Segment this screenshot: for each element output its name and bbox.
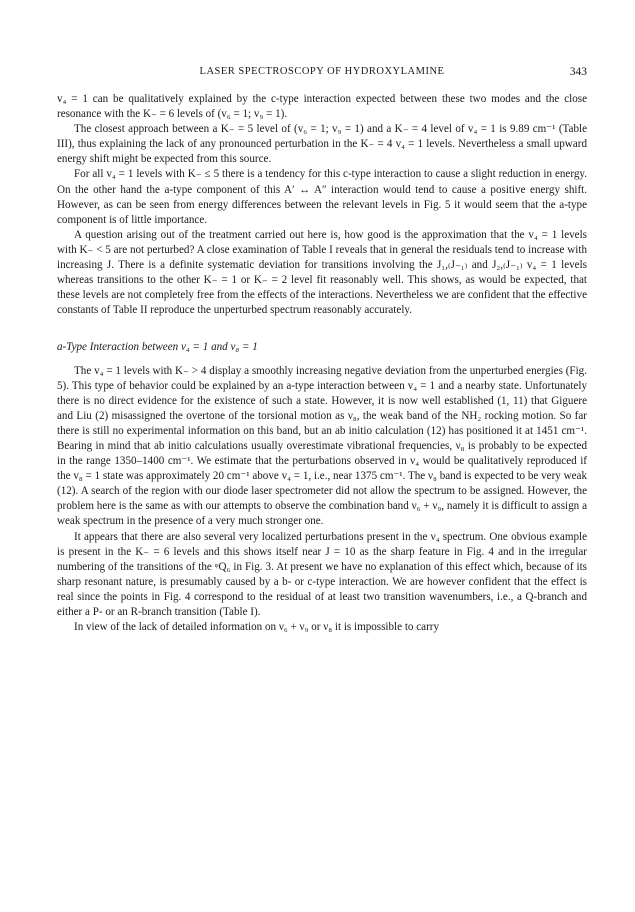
- section-heading: a-Type Interaction between v₄ = 1 and v₈ = 1: [57, 341, 258, 354]
- paragraph: In view of the lack of detailed information on ν₆ + ν₉ or ν₈ it is impossible to carry: [74, 621, 440, 634]
- paragraph-continuation: v₄ = 1 can be qualitatively explained by the c-type interaction expected between these two modes and the close resonance with the K₋ = 6 levels of (v₆ = 1; v₉ = 1).: [57, 93, 587, 121]
- page-header: [57, 66, 587, 82]
- paragraph: It appears that there are also several very localized perturbations present in the ν₄ spectrum. One obvious example is present in the K₋ = 6 levels and this shows itself near J = 10 as the sharp feature in Fig. 4 and in the irregular numbering of the transitions of the ᵠQ₆ in Fig. 3. At present we have no explanation of this effect which, because of its sharp resonant nature, is presumably caused by a b- or c-type interaction. We are however confident that the effect is real since the points in Fig. 4 correspond to the residual of at least two transition wavenumbers, i.e., a Q-branch and either a P- or an R-branch transition (Table I).: [57, 530, 587, 618]
- running-title: LASER SPECTROSCOPY OF HYDROXYLAMINE: [199, 66, 445, 77]
- body-text: [57, 92, 587, 635]
- paragraph: A question arising out of the treatment carried out here is, how good is the approximation that the v₄ = 1 levels with K₋ < 5 are not perturbed? A close examination of Table I reveals that in general the residuals tend to increase with increasing J. There is a definite systematic deviation for transitions involving the J₁,₍J₋₁₎ and J₂,₍J₋₁₎ v₄ = 1 levels whereas transitions to the other K₋ = 1 or K₋ = 2 level fit reasonably well. This shows, as would be expected, that these levels are not completely free from the effects of the interactions. Nevertheless we are confident that the effective constants of Table II reproduce the unperturbed spectrum reasonably accurately.: [57, 228, 587, 317]
- page-number: 343: [569, 66, 587, 78]
- paragraph: The v₄ = 1 levels with K₋ > 4 display a smoothly increasing negative deviation from the unperturbed energies (Fig. 5). This type of behavior could be explained by an a-type interaction between v₄ = 1 and a nearby state. Unfortunately there is no direct evidence for the existence of such a state. However, it is now well established (1, 11) that Giguere and Liu (2) misassigned the overtone of the torsional motion as ν₈, the weak band of the NH₂ rocking motion. So far there is still no experimental information on this band, but an ab initio calculation (12) has positioned it at 1451 cm⁻¹. Bearing in mind that ab initio calculations usually overestimate vibrational frequencies, ν₈ is probably to be expected in the range 1350–1400 cm⁻¹. We estimate that the perturbations observed in ν₄ would be qualitatively reproduced if the v₈ = 1 state was approximately 20 cm⁻¹ above v₄ = 1, i.e., near 1375 cm⁻¹. The ν₈ band is expected to be very weak (12). A search of the region with our diode laser spectrometer did not allow the spectrum to be assigned. However, the problem here is the same as with our attempts to observe the combination band ν₆ + ν₉, namely it is difficult to assign a weak spectrum in the presence of a very much stronger one.: [57, 364, 587, 528]
- paragraph: For all v₄ = 1 levels with K₋ ≤ 5 there is a tendency for this c-type interaction to cause a slight reduction in energy. On the other hand the a-type component of this A′ ↔ A″ interaction would tend to cause a positive energy shift. However, as can be seen from energy differences between the relevant levels in Fig. 5 it would seem that the a-type component is of little importance.: [57, 168, 587, 226]
- paragraph: The closest approach between a K₋ = 5 level of (v₆ = 1; v₉ = 1) and a K₋ = 4 level of v₄ = 1 is 9.89 cm⁻¹ (Table III), thus explaining the lack of any pronounced perturbation in the K₋ = 4 v₄ = 1 levels. Nevertheless a small upward energy shift might be expected from this source.: [57, 123, 587, 166]
